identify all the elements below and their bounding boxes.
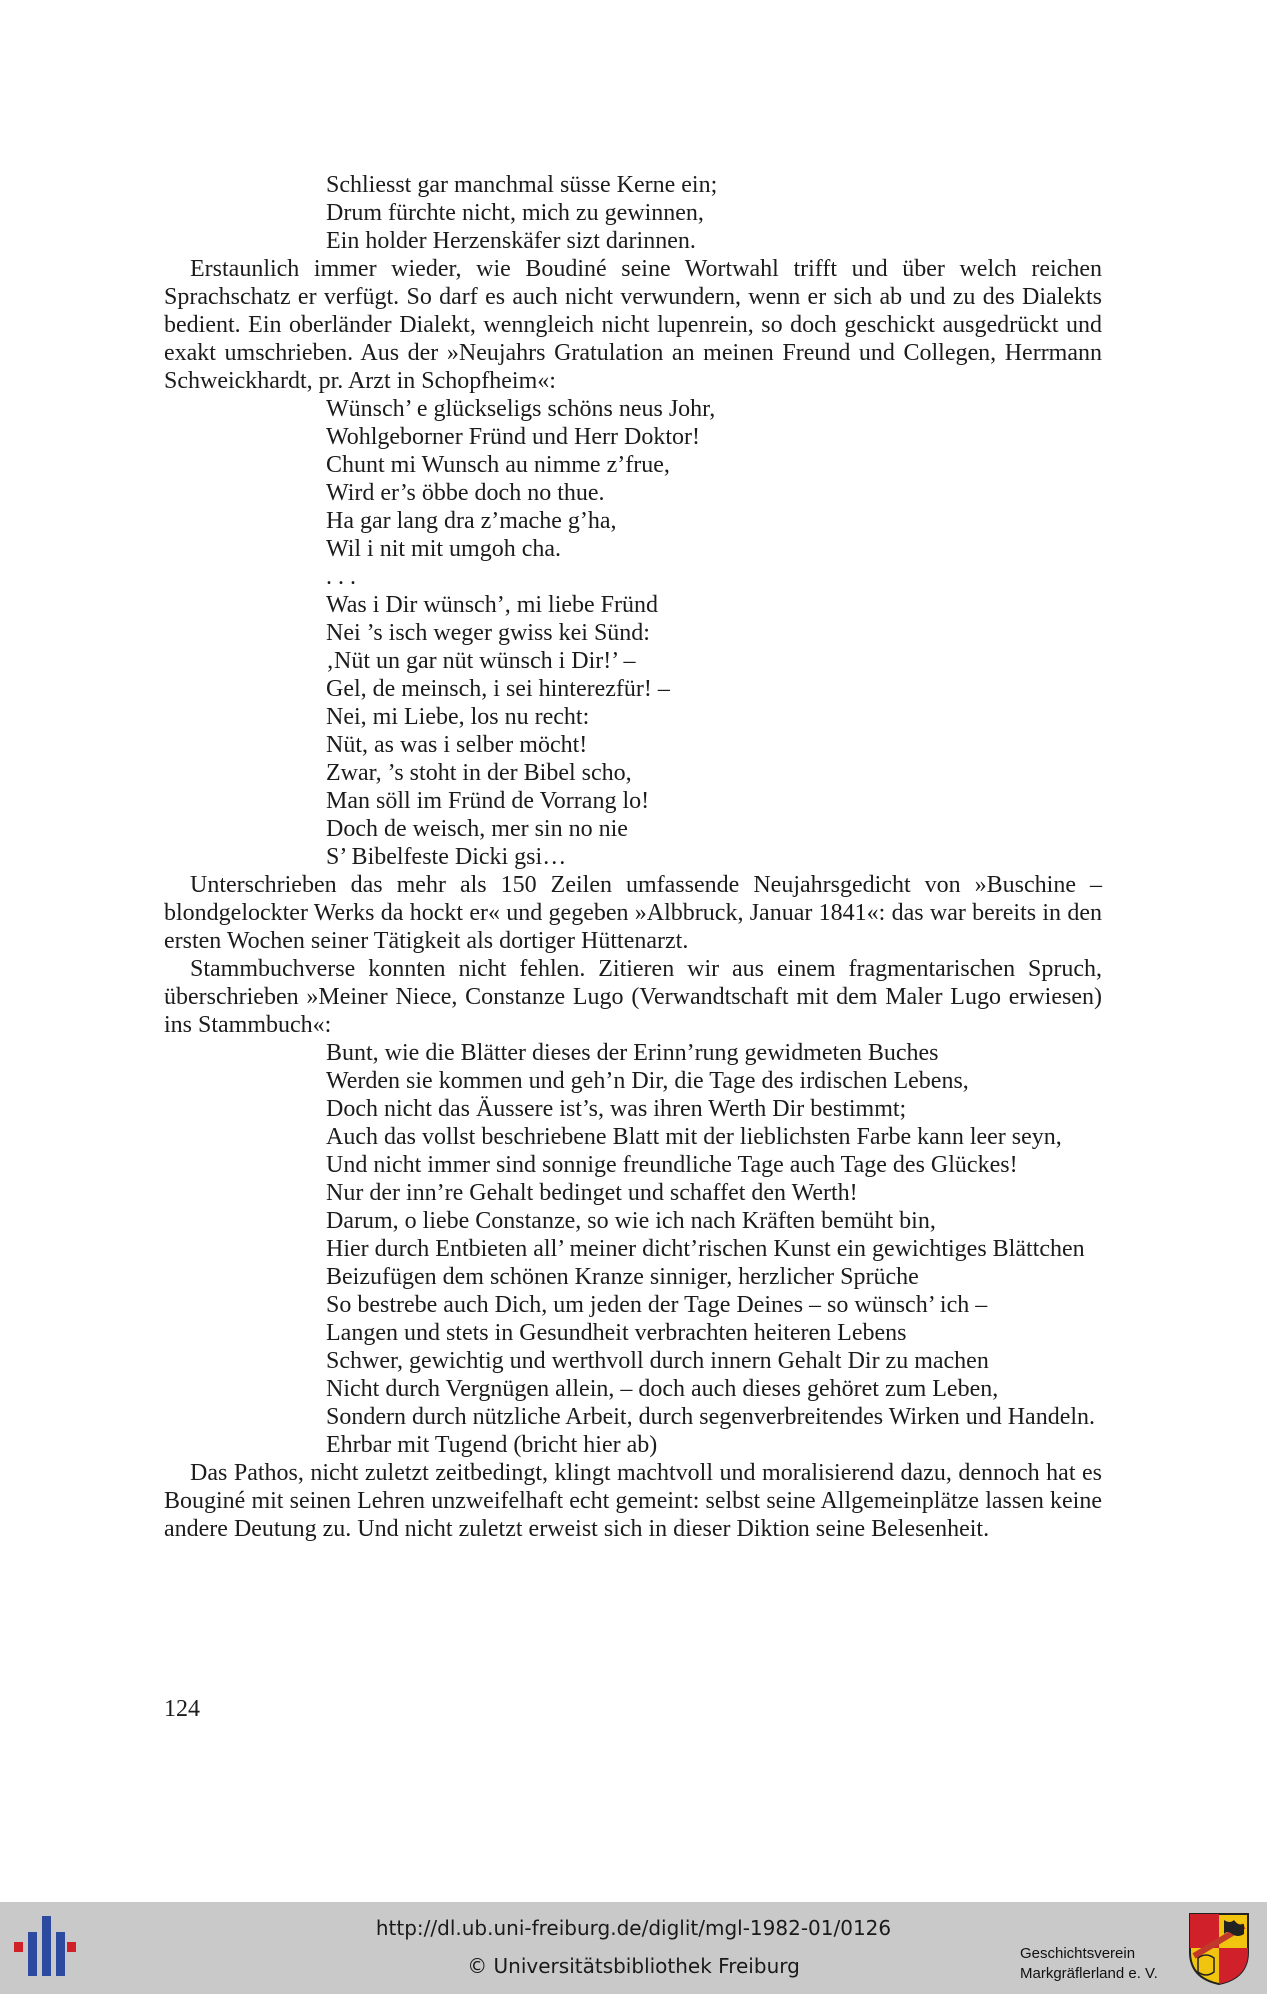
verse-line: Man söll im Fründ de Vorrang lo! [326,788,650,814]
verse-line: Doch de weisch, mer sin no nie [326,816,628,842]
society-crest-icon[interactable] [1188,1912,1250,1986]
verse-line: Ein holder Herzenskäfer sizt darinnen. [326,228,696,254]
verse-line: Schwer, gewichtig und werthvoll durch innern Gehalt Dir zu machen [326,1348,989,1374]
verse-line: ‚Nüt un gar nüt wünsch i Dir!’ – [326,648,636,674]
verse-line: Nicht durch Vergnügen allein, – doch auch dieses gehöret zum Leben, [326,1376,999,1402]
footer-copyright: © Universitätsbibliothek Freiburg [467,1954,800,1978]
verse-line: Und nicht immer sind sonnige freundliche Tage auch Tage des Glückes! [326,1152,1018,1178]
verse-line: Hier durch Entbieten all’ meiner dicht’rischen Kunst ein gewichtiges Blättchen [326,1236,1085,1262]
society-name [1020,1944,1158,1984]
verse-line: Langen und stets in Gesundheit verbrachten heiteren Lebens [326,1320,907,1346]
paragraph-4: Das Pathos, nicht zuletzt zeitbedingt, klingt machtvoll und moralisierend dazu, dennoch hat es Bouginé mit seinen Lehren unzweifelhaft echt gemeint: selbst seine Allgemeinplätze lassen keine andere Deutung zu. Und nicht zuletzt erweist sich in dieser Diktion seine Belesenheit. [164,1460,1102,1542]
text-block [164,171,1102,1543]
verse-line: Ha gar lang dra z’mache g’ha, [326,508,617,534]
verse-line: Nur der inn’re Gehalt bedinget und schaffet den Werth! [326,1180,858,1206]
paragraph-1: Erstaunlich immer wieder, wie Boudiné seine Wortwahl trifft und über welch reichen Sprachschatz er verfügt. So darf es auch nicht verwundern, wenn er sich ab und zu des Dialekts bedient. Ein oberländer Dialekt, wenngleich nicht lupenrein, so doch geschickt ausgedrückt und exakt umschrieben. Aus der »Neujahrs Gratulation an meinen Freund und Collegen, Herrmann Schweickhardt, pr. Arzt in Schopfheim«: [164,256,1102,394]
society-name-line: Markgräflerland e. V. [1020,1965,1158,1982]
society-name-line: Geschichtsverein [1020,1945,1136,1962]
verse-line: Wohlgeborner Fründ und Herr Doktor! [326,424,700,450]
verse-line: Schliesst gar manchmal süsse Kerne ein; [326,172,718,198]
verse-line: Zwar, ’s stoht in der Bibel scho, [326,760,632,786]
verse-block-2 [164,395,1102,871]
verse-line: Was i Dir wünsch’, mi liebe Fründ [326,592,659,618]
page-number: 124 [164,1696,200,1722]
verse-line: Nüt, as was i selber möcht! [326,732,588,758]
verse-line: Sondern durch nützliche Arbeit, durch segenverbreitendes Wirken und Handeln. [326,1404,1096,1430]
verse-line: Doch nicht das Äussere ist’s, was ihren Werth Dir bestimmt; [326,1096,907,1122]
paragraph-2: Unterschrieben das mehr als 150 Zeilen umfassende Neujahrsgedicht von »Buschine – blondgelockter Werks da hockt er« und gegeben »Albbruck, Januar 1841«: das war bereits in den ersten Wochen seiner Tätigkeit als dortiger Hüttenarzt. [164,872,1102,954]
verse-line: Ehrbar mit Tugend (bricht hier ab) [326,1432,658,1458]
verse-line: So bestrebe auch Dich, um jeden der Tage Deines – so wünsch’ ich – [326,1292,988,1318]
verse-ellipsis: . . . [326,564,356,590]
paragraph-3: Stammbuchverse konnten nicht fehlen. Zitieren wir aus einem fragmentarischen Spruch, überschrieben »Meiner Niece, Constanze Lugo (Verwandtschaft mit dem Maler Lugo erwiesen) ins Stammbuch«: [164,956,1102,1038]
verse-block-1 [164,171,1102,255]
verse-line: Chunt mi Wunsch au nimme z’frue, [326,452,670,478]
verse-line: Nei, mi Liebe, los nu recht: [326,704,590,730]
verse-line: S’ Bibelfeste Dicki gsi… [326,844,567,870]
verse-line: Drum fürchte nicht, mich zu gewinnen, [326,200,704,226]
verse-line: Wird er’s öbbe doch no thue. [326,480,605,506]
verse-line: Wünsch’ e glückseligs schöns neus Johr, [326,396,716,422]
verse-line: Nei ’s isch weger gwiss kei Sünd: [326,620,650,646]
footer-url-link[interactable]: http://dl.ub.uni-freiburg.de/diglit/mgl-1982-01/0126 [375,1916,892,1940]
footer-bar [0,1902,1267,1994]
verse-line: Werden sie kommen und geh’n Dir, die Tage des irdischen Lebens, [326,1068,969,1094]
verse-line: Beizufügen dem schönen Kranze sinniger, herzlicher Sprüche [326,1264,919,1290]
verse-line: Gel, de meinsch, i sei hinterezfür! – [326,676,670,702]
verse-line: Darum, o liebe Constanze, so wie ich nach Kräften bemüht bin, [326,1208,936,1234]
verse-line: Wil i nit mit umgoh cha. [326,536,562,562]
verse-line: Auch das vollst beschriebene Blatt mit der lieblichsten Farbe kann leer seyn, [326,1124,1062,1150]
verse-block-3 [164,1039,1102,1459]
verse-line: Bunt, wie die Blätter dieses der Erinn’rung gewidmeten Buches [326,1040,939,1066]
